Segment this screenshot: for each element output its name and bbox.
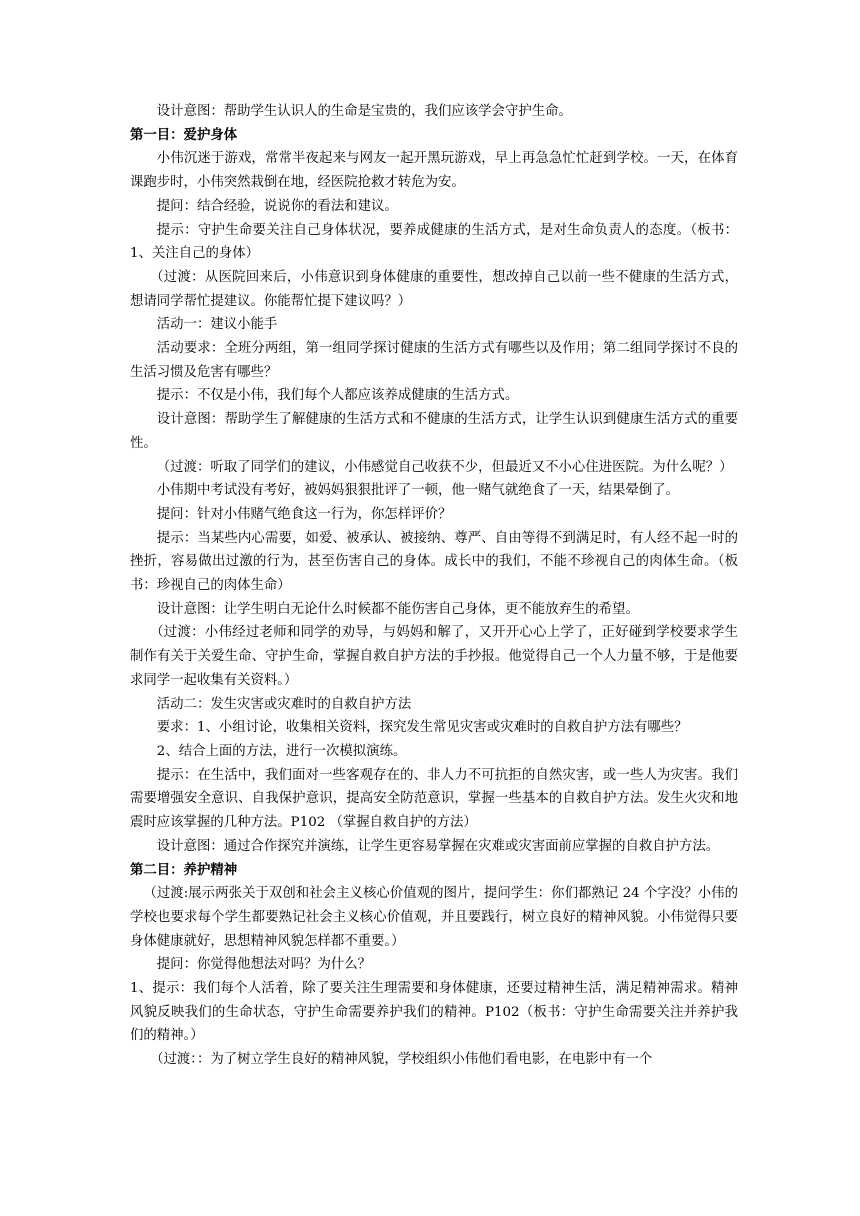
design-intent-4: 设计意图：通过合作探究并演练，让学生更容易掌握在灾难或灾害面前应掌握的自救自护方法。 [156, 838, 720, 854]
hint-3: 提示：当某些内心需要，如爱、被承认、被接纳、尊严、自由等得不到满足时，有人经不起一时的挫折，容易做出过激的行为，甚至伤害自己的身体。成长中的我们，不能不珍视自己的肉体生命。（板书：珍视自己的肉体生命） [130, 530, 738, 594]
activity-2-requirement-2: 2、结合上面的方法，进行一次模拟演练。 [156, 743, 407, 759]
question-1: 提问：结合经验，说说你的看法和建议。 [156, 198, 398, 214]
activity-1-title: 活动一：建议小能手 [156, 317, 278, 333]
hint-2: 提示：不仅是小伟，我们每个人都应该养成健康的生活方式。 [156, 388, 519, 404]
document-page [130, 100, 738, 1072]
hint-1: 提示：守护生命要关注自己身体状况，要养成健康的生活方式，是对生命负责人的态度。（板书：1、关注自己的身体） [130, 222, 738, 262]
story-paragraph-1: 小伟沉迷于游戏，常常半夜起来与网友一起开黑玩游戏，早上再急急忙忙赶到学校。一天，在体育课跑步时，小伟突然栽倒在地，经医院抢救才转危为安。 [130, 151, 738, 191]
activity-1-requirements: 活动要求：全班分两组，第一组同学探讨健康的生活方式有哪些以及作用；第二组同学探讨不良的生活习惯及危害有哪些？ [130, 341, 738, 380]
hint-4: 提示：在生活中，我们面对一些客观存在的、非人力不可抗拒的自然灾害，或一些人为灾害。我们需要增强安全意识、自我保护意识，提高安全防范意识，掌握一些基本的自救自护方法。发生火灾和地震时应该掌握的几种方法。P102 （掌握自救自护的方法） [130, 767, 738, 831]
section-heading-1: 第一目：爱护身体 [130, 127, 238, 143]
transition-1: （过渡：从医院回来后，小伟意识到身体健康的重要性，想改掉自己以前一些不健康的生活方式，想请同学帮忙提建议。你能帮忙提下建议吗？） [130, 269, 738, 309]
design-intent-2: 设计意图：帮助学生了解健康的生活方式和不健康的生活方式，让学生认识到健康生活方式的重要性。 [130, 412, 738, 451]
question-2: 提问：针对小伟赌气绝食这一行为，你怎样评价？ [156, 506, 452, 522]
section-heading-2: 第二目：养护精神 [130, 862, 238, 878]
transition-4: （过渡:展示两张关于双创和社会主义核心价值观的图片，提问学生：你们都熟记 24 个字没？小伟的学校也要求每个学生都要熟记社会主义核心价值观，并且要践行，树立良好的精神风貌。小伟觉得只要身体健康就好，思想精神风貌怎样都不重要。） [130, 886, 738, 949]
activity-2-title: 活动二：发生灾害或灾难时的自救自护方法 [156, 696, 412, 712]
hint-5: 1、提示：我们每个人活着，除了要关注生理需要和身体健康，还要过精神生活，满足精神需求。精神风貌反映我们的生命状态，守护生命需要养护我们的精神。P102（板书：守护生命需要关注并养护我们的精神。） [130, 981, 738, 1044]
design-intent-3: 设计意图：让学生明白无论什么时候都不能伤害自己身体，更不能放弃生的希望。 [156, 601, 639, 617]
transition-3: （过渡：小伟经过老师和同学的劝导，与妈妈和解了，又开开心心上学了，正好碰到学校要求学生制作有关于关爱生命、守护生命，掌握自救自护方法的手抄报。他觉得自己一个人力量不够，于是他要求同学一起收集有关资料。） [130, 625, 738, 688]
question-3: 提问：你觉得他想法对吗？为什么？ [156, 957, 372, 973]
transition-5: （过渡：：为了树立学生良好的精神风貌，学校组织小伟他们看电影，在电影中有一个 [150, 1052, 653, 1068]
design-intent-1: 设计意图：帮助学生认识人的生命是宝贵的，我们应该学会守护生命。 [156, 104, 572, 119]
activity-2-requirements: 要求：1、小组讨论，收集相关资料，探究发生常见灾害或灾难时的自救自护方法有哪些？ [156, 720, 688, 736]
story-paragraph-2: 小伟期中考试没有考好，被妈妈狠狠批评了一顿，他一赌气就绝食了一天，结果晕倒了。 [156, 483, 680, 499]
transition-2: （过渡：听取了同学们的建议，小伟感觉自己收获不少，但最近又不小心住进医院。为什么呢？） [156, 459, 733, 475]
